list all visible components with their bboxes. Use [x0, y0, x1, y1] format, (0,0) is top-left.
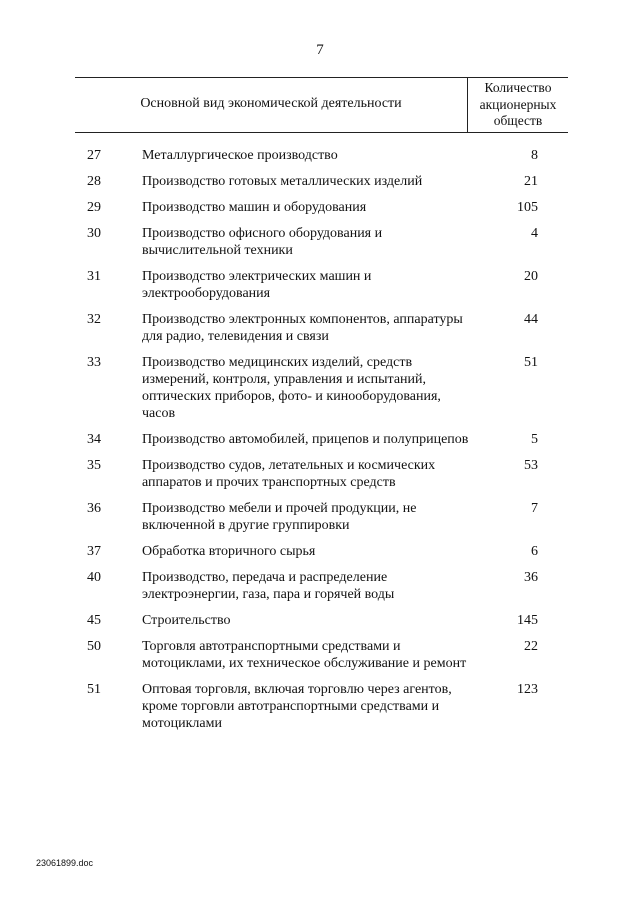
row-count: 5 — [531, 432, 538, 447]
row-name: Производство мебели и прочей продукции, не включенной в другие группировки — [142, 501, 417, 533]
row-code: 34 — [87, 432, 101, 447]
table-row — [75, 225, 568, 259]
row-name: Оптовая торговля, включая торговлю через агентов, кроме торговли автотранспортными средствами и мотоциклами — [142, 682, 452, 731]
row-name: Производство электронных компонентов, аппаратуры для радио, телевидения и связи — [142, 312, 463, 344]
row-count: 7 — [531, 501, 538, 516]
table-row — [75, 638, 568, 672]
table-row — [75, 173, 568, 190]
row-name: Торговля автотранспортными средствами и мотоциклами, их техническое обслуживание и ремонт — [142, 639, 467, 671]
row-count: 44 — [524, 312, 538, 327]
table-row — [75, 431, 568, 448]
row-code: 28 — [87, 174, 101, 189]
row-name: Металлургическое производство — [142, 148, 338, 163]
row-name: Строительство — [142, 613, 231, 628]
table-row — [75, 199, 568, 216]
row-name: Производство машин и оборудования — [142, 200, 367, 215]
table-row — [75, 268, 568, 302]
row-count: 105 — [517, 200, 538, 215]
row-name: Производство электрических машин и электрооборудования — [142, 269, 372, 301]
row-name: Производство судов, летательных и космических аппаратов и прочих транспортных средств — [142, 458, 436, 490]
row-name: Обработка вторичного сырья — [142, 544, 316, 559]
table-row — [75, 354, 568, 422]
row-code: 31 — [87, 269, 101, 284]
row-name: Производство медицинских изделий, средств измерений, контроля, управления и испытаний, оптических приборов, фото- и кинооборудования, часов — [142, 355, 441, 421]
table-row — [75, 612, 568, 629]
row-code: 45 — [87, 613, 101, 628]
table-row — [75, 569, 568, 603]
table-row — [75, 147, 568, 164]
page-number: 7 — [316, 42, 324, 58]
row-count: 51 — [524, 355, 538, 370]
table-row — [75, 500, 568, 534]
row-count: 20 — [524, 269, 538, 284]
row-count: 22 — [524, 639, 538, 654]
table-row — [75, 543, 568, 560]
row-count: 36 — [524, 570, 538, 585]
header-count: Количество акционерных обществ — [479, 80, 557, 128]
row-code: 36 — [87, 501, 101, 516]
row-name: Производство офисного оборудования и вычислительной техники — [142, 226, 383, 258]
row-code: 30 — [87, 226, 101, 241]
footer-filename: 23061899.doc — [36, 858, 94, 868]
row-count: 6 — [531, 544, 538, 559]
table-header — [75, 77, 568, 133]
header-activity: Основной вид экономической деятельности — [140, 96, 402, 111]
row-code: 50 — [87, 639, 101, 654]
row-count: 53 — [524, 458, 538, 473]
row-code: 33 — [87, 355, 101, 370]
row-count: 21 — [524, 174, 538, 189]
row-code: 27 — [87, 148, 101, 163]
row-code: 37 — [87, 544, 101, 559]
table-row — [75, 681, 568, 732]
table-row — [75, 457, 568, 491]
row-code: 32 — [87, 312, 101, 327]
row-code: 35 — [87, 458, 101, 473]
row-count: 145 — [517, 613, 538, 628]
row-count: 4 — [531, 226, 538, 241]
row-code: 51 — [87, 682, 101, 697]
row-code: 29 — [87, 200, 101, 215]
table-body — [75, 147, 568, 732]
row-count: 123 — [517, 682, 538, 697]
row-name: Производство готовых металлических изделий — [142, 174, 423, 189]
row-name: Производство автомобилей, прицепов и полуприцепов — [142, 432, 469, 447]
row-count: 8 — [531, 148, 538, 163]
table-row — [75, 311, 568, 345]
row-name: Производство, передача и распределение электроэнергии, газа, пара и горячей воды — [142, 570, 395, 602]
row-code: 40 — [87, 570, 101, 585]
activity-table — [75, 77, 568, 741]
